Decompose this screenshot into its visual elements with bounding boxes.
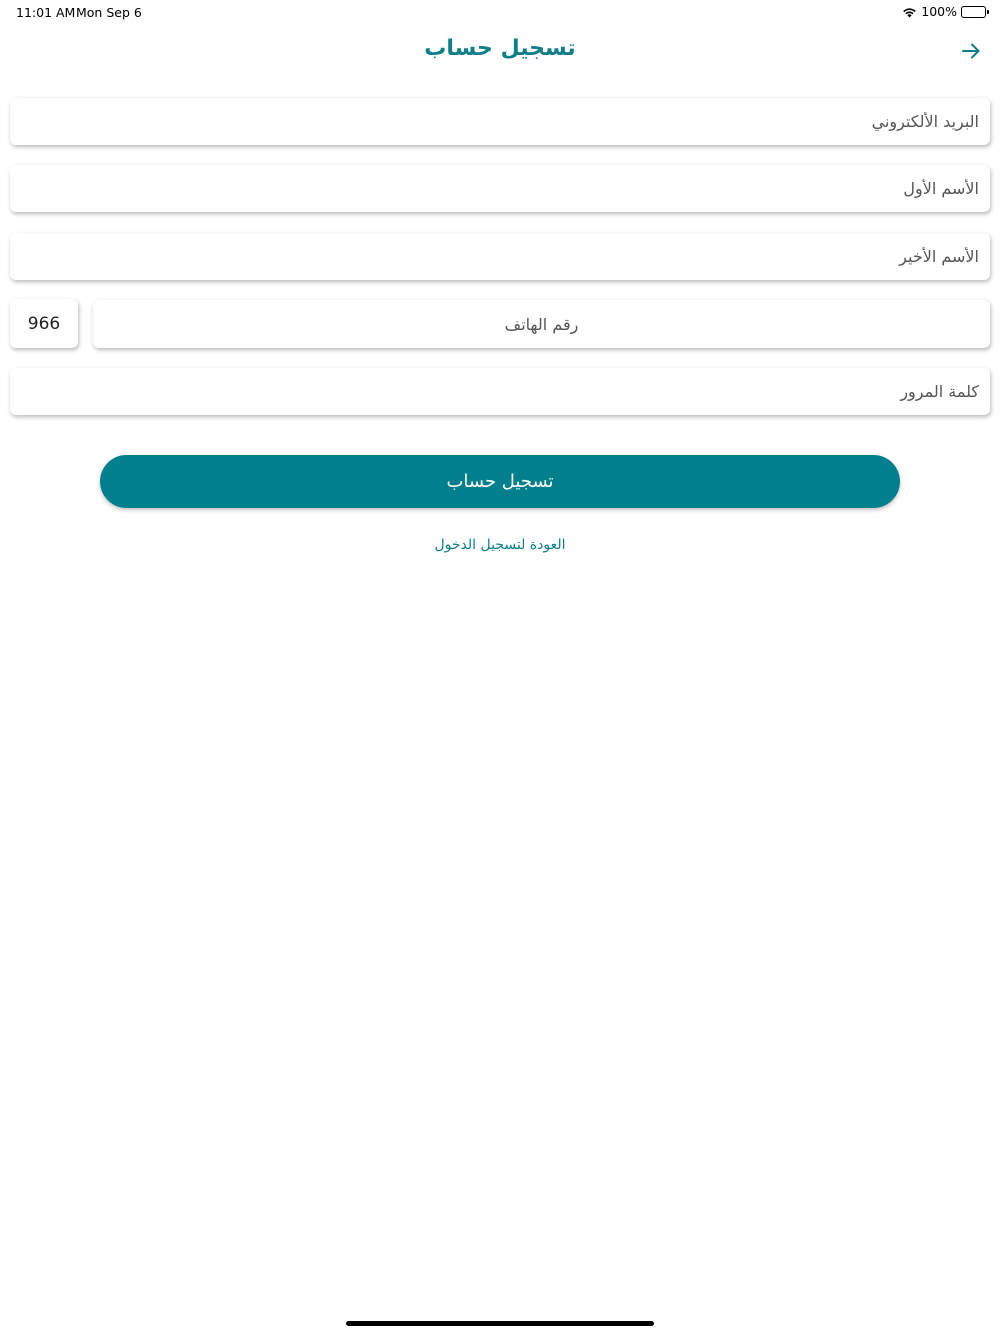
phone-field-container (93, 300, 990, 348)
page-title: تسجيل حساب (424, 36, 576, 61)
battery-percent: 100% (921, 4, 957, 19)
status-bar (0, 0, 1000, 24)
status-time: 11:01 AM (16, 5, 76, 20)
first-name-field[interactable] (21, 179, 979, 198)
email-field[interactable] (21, 112, 979, 131)
register-button[interactable]: تسجيل حساب (100, 455, 900, 508)
phone-field[interactable] (104, 315, 979, 334)
country-code-field[interactable]: 966 (10, 299, 78, 348)
email-field-container (10, 98, 990, 145)
home-indicator[interactable] (346, 1321, 654, 1326)
status-date: Mon Sep 6 (76, 5, 142, 20)
password-field[interactable] (21, 382, 979, 401)
first-name-field-container (10, 165, 990, 212)
back-to-login-link[interactable]: العودة لتسجيل الدخول (434, 537, 566, 553)
last-name-field-container (10, 233, 990, 280)
wifi-icon (902, 6, 917, 18)
battery-icon (961, 6, 986, 18)
password-field-container (10, 368, 990, 415)
status-indicators (902, 4, 986, 19)
last-name-field[interactable] (21, 247, 979, 266)
arrow-right-icon[interactable] (960, 40, 982, 62)
